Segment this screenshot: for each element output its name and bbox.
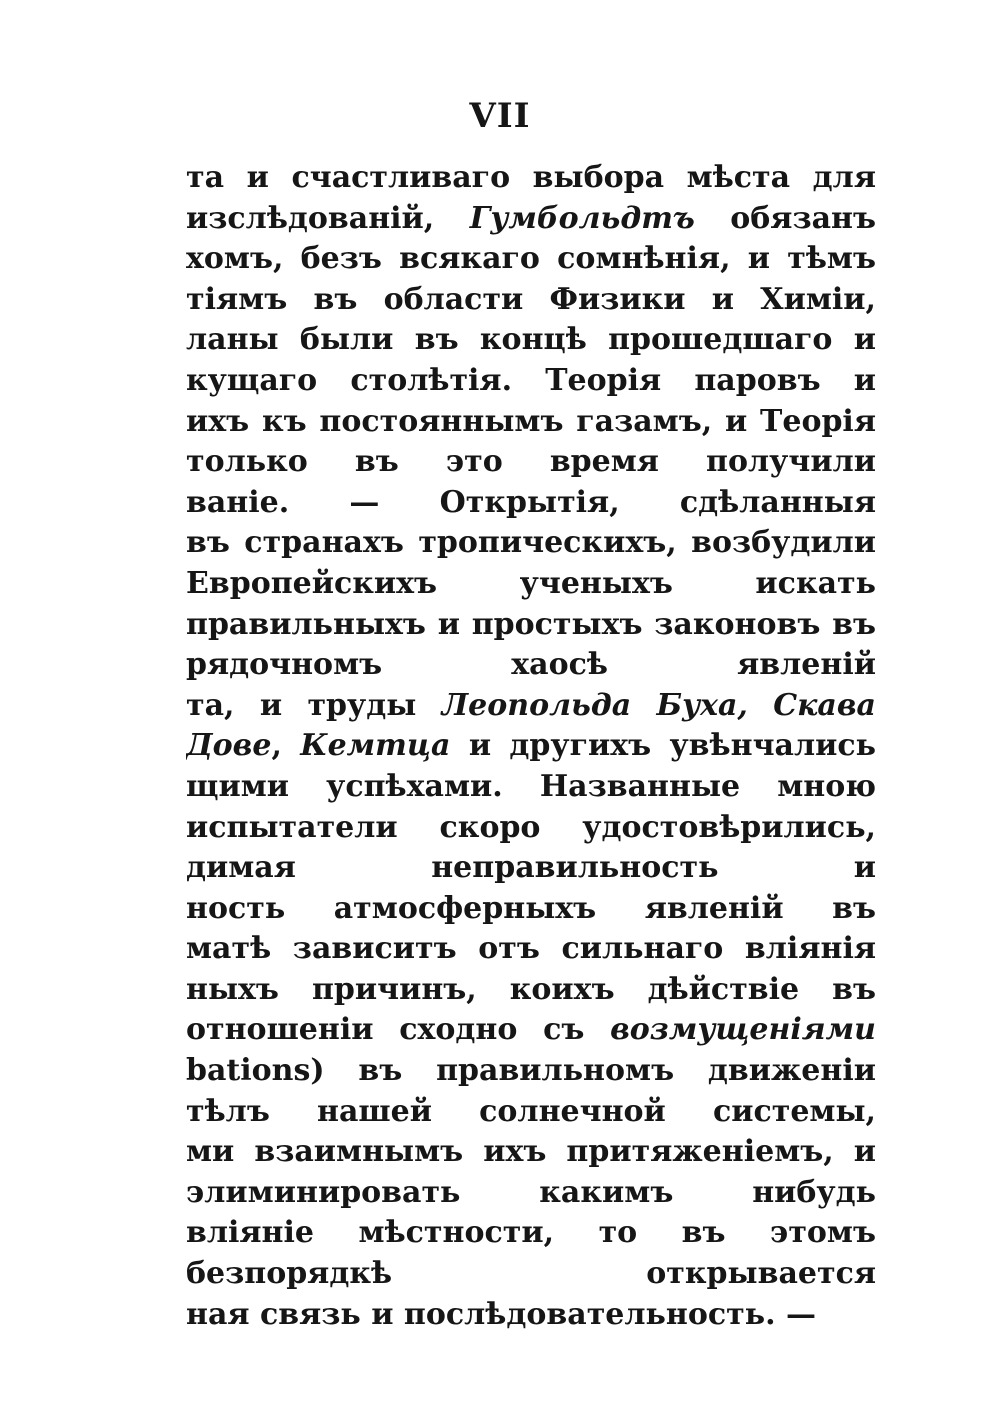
text-segment: элиминировать какимъ нибудь [186, 1174, 876, 1210]
text-segment: изслѣдованій, [186, 200, 470, 236]
text-segment: bations) въ правильномъ движеніи [186, 1053, 876, 1089]
text-segment: и другихъ увѣнчались [468, 728, 876, 764]
text-line [186, 1173, 876, 1214]
text-line [186, 320, 876, 361]
text-line [186, 970, 876, 1011]
text-segment: та, и труды [186, 687, 442, 723]
text-segment: только въ это время получили [186, 444, 876, 480]
italic-name: Кемтца [300, 728, 451, 764]
text-line [186, 645, 876, 686]
text-segment: ныхъ причинъ, коихъ дѣйствіе въ [186, 971, 876, 1007]
text-line [186, 1295, 876, 1336]
text-segment: испытатели скоро удостовѣрились, [186, 809, 876, 845]
text-line [186, 402, 876, 443]
text-segment: вліяніе мѣстности, то въ этомъ [186, 1215, 876, 1251]
text-line [186, 929, 876, 970]
body-text [186, 158, 876, 1335]
text-segment: тіямъ въ области Физики и Химіи, [186, 281, 876, 317]
text-segment: обязанъ [730, 200, 876, 236]
italic-name: возмущеніями [610, 1012, 876, 1048]
text-line [186, 767, 876, 808]
text-line [186, 442, 876, 483]
text-segment: безпорядкѣ открывается [186, 1256, 876, 1292]
text-segment: ность атмосферныхъ явленій въ [186, 890, 876, 926]
text-segment: та и счастливаго выбора мѣста для [186, 160, 876, 195]
text-segment: ми взаимнымъ ихъ притяженіемъ, и [186, 1134, 876, 1170]
text-line [186, 1092, 876, 1133]
text-segment: рядочномъ хаосѣ явленій [186, 647, 876, 683]
text-line [186, 239, 876, 280]
text-line [186, 564, 876, 605]
text-line [186, 726, 876, 767]
text-segment: Европейскихъ ученыхъ искать [186, 565, 876, 601]
text-line [186, 686, 876, 727]
text-line [186, 280, 876, 321]
text-segment: хомъ, безъ всякаго сомнѣнія, и тѣмъ [186, 241, 876, 277]
text-line [186, 158, 876, 199]
page-number: VII [469, 96, 531, 136]
text-segment: щими успѣхами. Названные мною [186, 768, 876, 804]
text-segment: правильныхъ и простыхъ законовъ въ [186, 606, 876, 642]
text-segment: матѣ зависитъ отъ сильнаго вліянія [186, 931, 876, 967]
text-line [186, 361, 876, 402]
text-line [186, 605, 876, 646]
text-line [186, 808, 876, 849]
text-segment: ваніе. — Открытія, сдѣланныя [186, 484, 876, 520]
text-segment: въ странахъ тропическихъ, возбудили [186, 525, 876, 561]
text-line [186, 199, 876, 240]
text-line [186, 848, 876, 889]
text-line [186, 1132, 876, 1173]
text-line [186, 1254, 876, 1295]
italic-name: Гумбольдтъ [469, 200, 695, 236]
italic-name: Дове [186, 728, 272, 764]
text-line [186, 1010, 876, 1051]
text-line [186, 1213, 876, 1254]
text-segment: кущаго столѣтія. Теорія паровъ и [186, 362, 876, 398]
text-line [186, 483, 876, 524]
text-segment: димая неправильность и [186, 850, 876, 886]
text-segment: ланы были въ концѣ прошедшаго и [186, 322, 876, 358]
text-segment: ихъ къ постояннымъ газамъ, и Теорія [186, 403, 876, 439]
text-line [186, 889, 876, 930]
text-segment: отношеніи сходно съ [186, 1012, 611, 1048]
text-line [186, 523, 876, 564]
italic-name: Леопольда Буха, Скава [441, 687, 876, 723]
text-segment: , [271, 728, 301, 764]
text-segment: тѣлъ нашей солнечной системы, [186, 1093, 876, 1129]
text-line [186, 1051, 876, 1092]
text-segment: ная связь и послѣдовательность. — [186, 1296, 816, 1332]
